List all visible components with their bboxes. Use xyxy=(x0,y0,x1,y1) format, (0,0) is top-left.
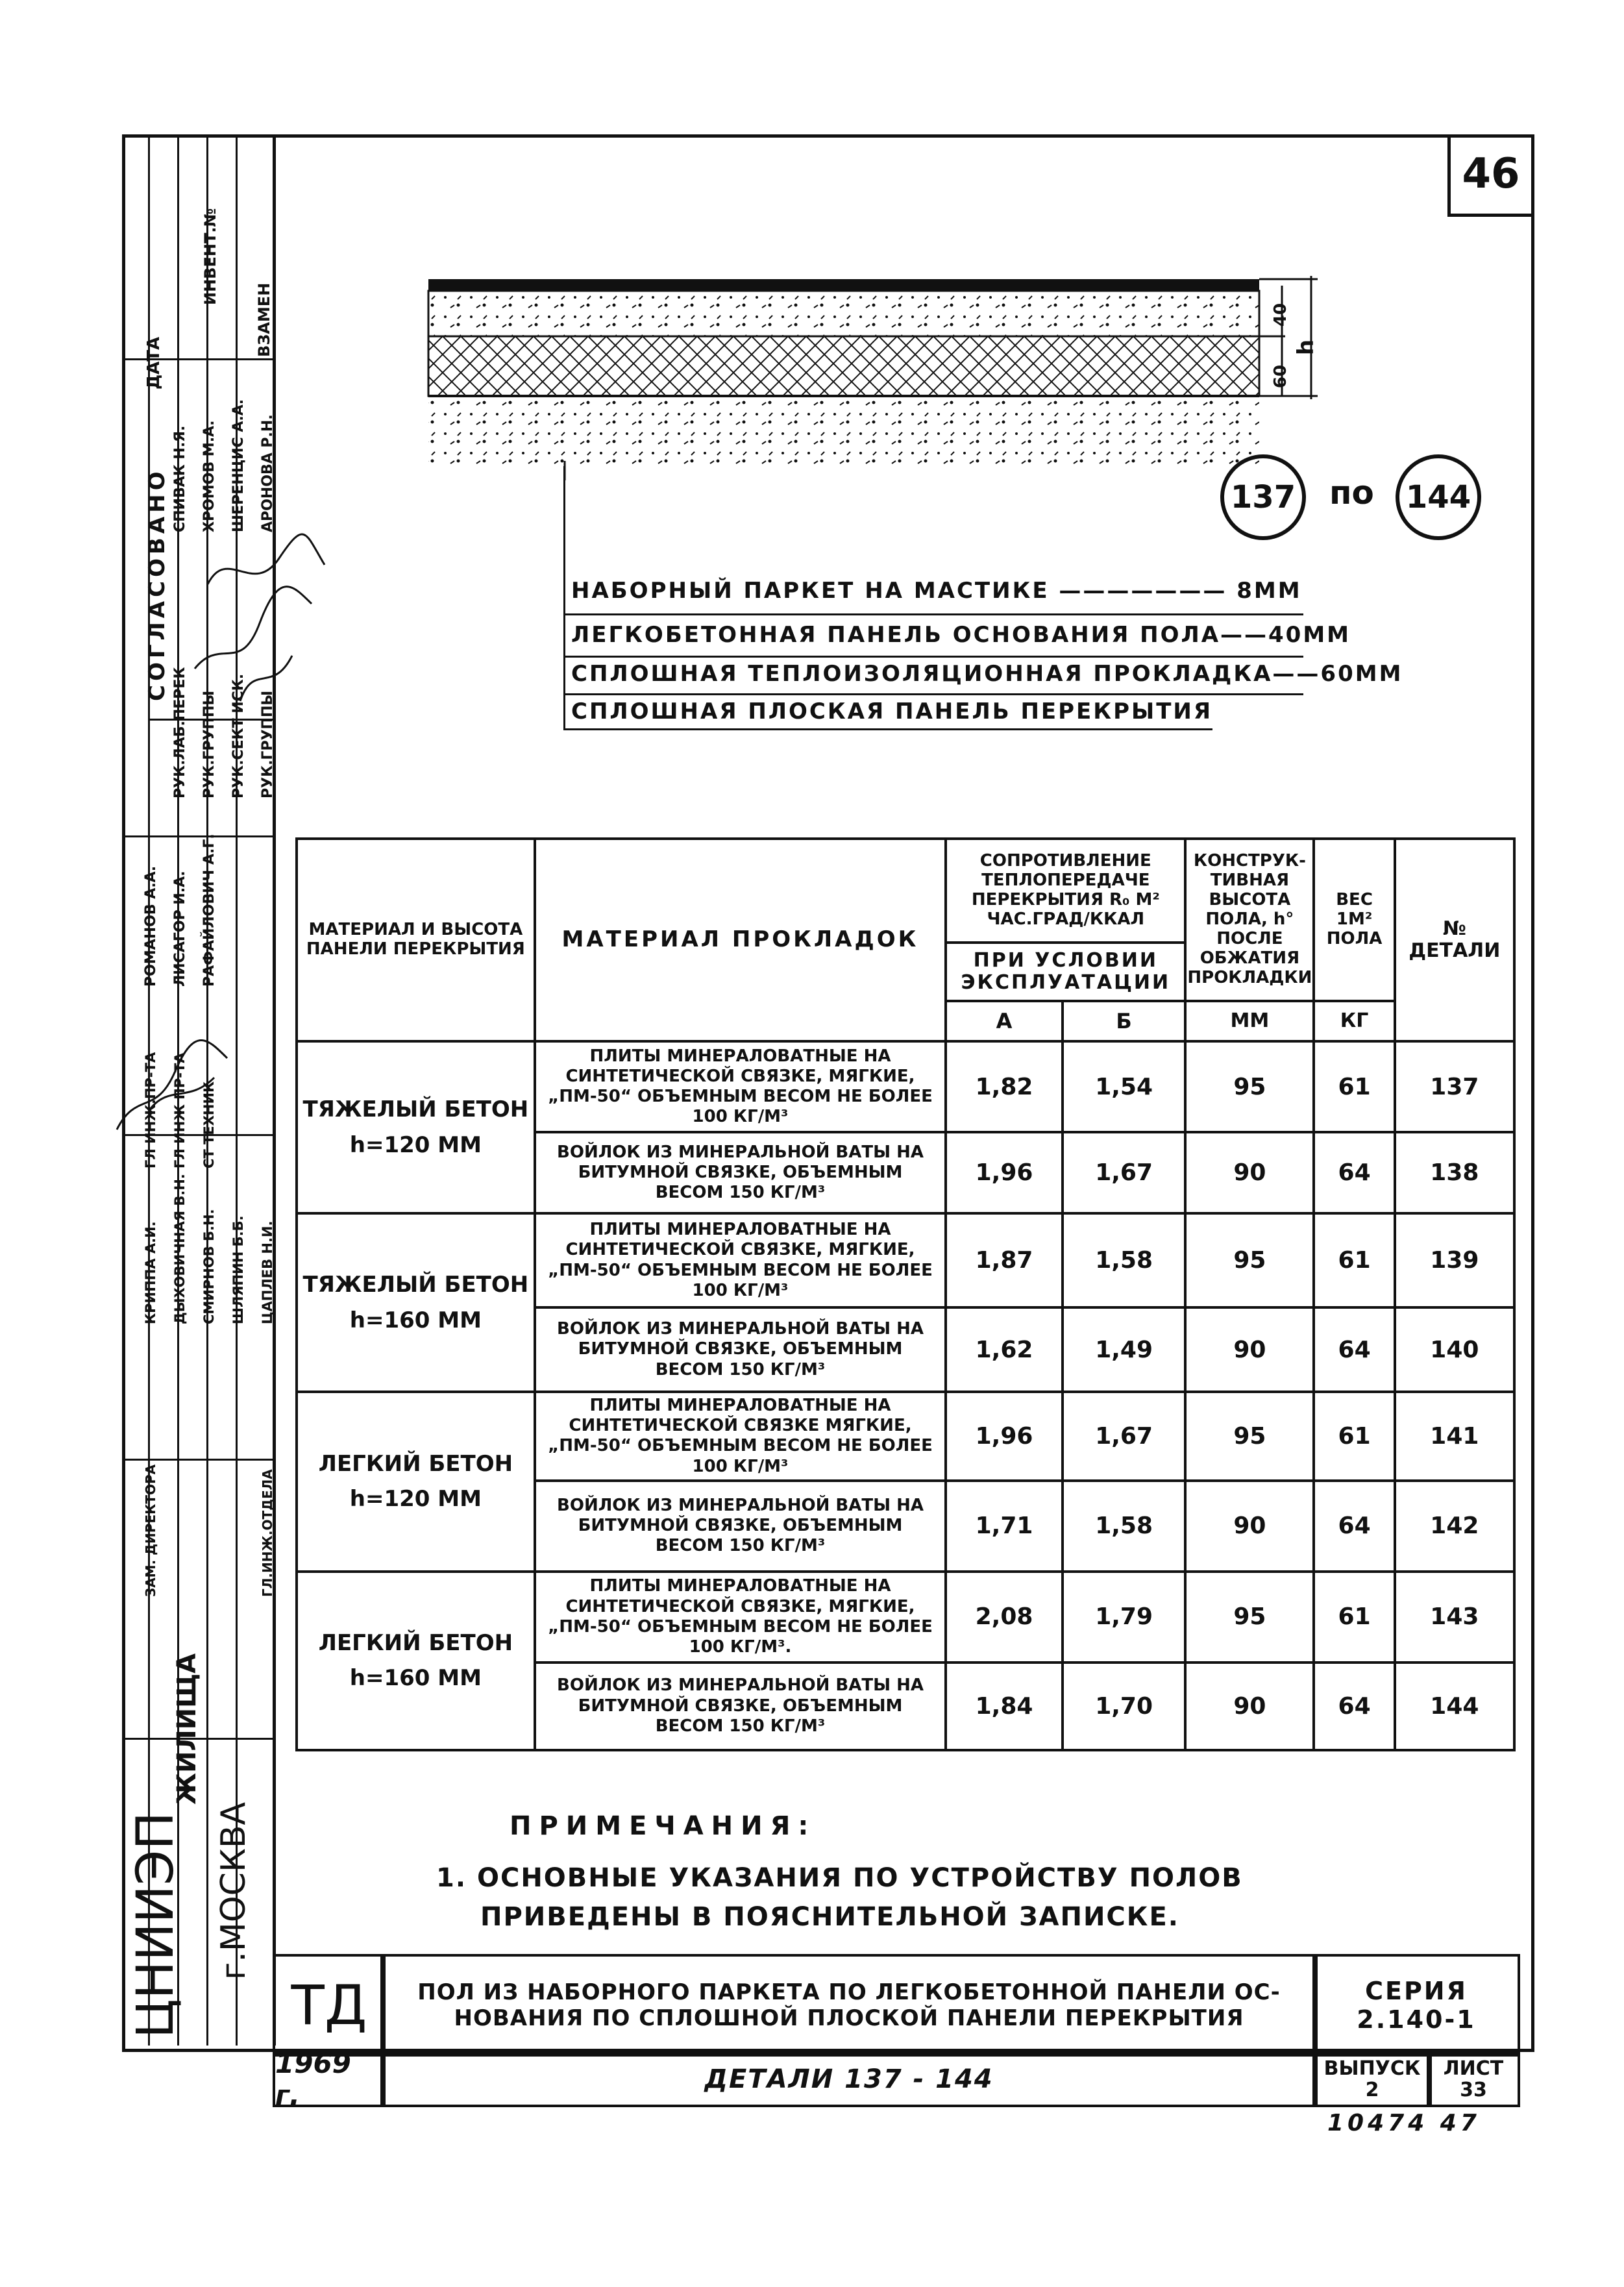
value-weight: 61 xyxy=(1314,1213,1394,1307)
title-line: НОВАНИЯ ПО СПЛОШНОЙ ПЛОСКОЙ ПАНЕЛИ ПЕРЕКРЫТИЯ xyxy=(454,2005,1244,2031)
group-cell xyxy=(297,1213,535,1392)
material-cell: ВОЙЛОК ИЗ МИНЕРАЛЬНОЙ ВАТЫ НА БИТУМНОЙ СВЯЗКЕ, ОБЪЕМНЫМ ВЕСОМ 150 КГ/М³ xyxy=(535,1132,946,1213)
sheet-label: ЛИСТ xyxy=(1443,2057,1504,2080)
stamp-role: РУК.ГРУППЫ xyxy=(260,690,276,798)
sheet-number: 46 xyxy=(1447,134,1531,217)
value-a: 1,96 xyxy=(946,1132,1063,1213)
header-col-b: Б xyxy=(1063,1001,1186,1041)
value-detail: 143 xyxy=(1395,1572,1514,1663)
table-row xyxy=(297,1572,1514,1663)
stamp-data-label: ДАТА xyxy=(144,336,164,389)
detail-range-po: по xyxy=(1329,474,1374,512)
material-cell: ПЛИТЫ МИНЕРАЛОВАТНЫЕ НА СИНТЕТИЧЕСКОЙ СВЯЗКЕ, МЯГКИЕ, „ПМ-50“ ОБЪЕМНЫМ ВЕСОМ НЕ БОЛЕЕ 100 КГ/М³ xyxy=(535,1041,946,1132)
header-resistance: СОПРОТИВЛЕНИЕ ТЕПЛОПЕРЕДАЧЕ ПЕРЕКРЫТИЯ R₀ М² ЧАС.ГРАД/ККАЛ xyxy=(946,839,1185,943)
stamp-invent-label: ИНВЕНТ.№ xyxy=(201,208,219,305)
value-b: 1,49 xyxy=(1063,1307,1186,1392)
stamp-engineer-role: ГЛ ИНЖ ПР-ТА xyxy=(172,1052,188,1168)
dim-40: 40 xyxy=(1271,303,1291,327)
material-cell: ПЛИТЫ МИНЕРАЛОВАТНЫЕ НА СИНТЕТИЧЕСКОЙ СВЯЗКЕ, МЯГКИЕ, „ПМ-50“ ОБЪЕМНЫМ ВЕСОМ НЕ БОЛЕЕ 100 КГ/М³ xyxy=(535,1213,946,1307)
value-b: 1,79 xyxy=(1063,1572,1186,1663)
header-height: КОНСТРУК-ТИВНАЯ ВЫСОТА ПОЛА, h° ПОСЛЕ ОБЖАТИЯ ПРОКЛАДКИ xyxy=(1185,839,1314,1001)
header-weight: ВЕС 1М² ПОЛА xyxy=(1314,839,1394,1001)
value-weight: 64 xyxy=(1314,1663,1394,1750)
layer-label: СПЛОШНАЯ ПЛОСКАЯ ПАНЕЛЬ ПЕРЕКРЫТИЯ xyxy=(571,698,1213,724)
value-a: 1,96 xyxy=(946,1392,1063,1481)
group-name: ЛЕГКИЙ БЕТОН xyxy=(318,1629,513,1656)
stamp-vzamen-label: ВЗАМЕН xyxy=(255,282,273,357)
value-detail: 139 xyxy=(1395,1213,1514,1307)
stamp-role: РУК.СЕКТ ИСК. xyxy=(230,673,247,798)
group-height: h=160 ММ xyxy=(349,1307,482,1333)
stamp-name: ХРОМОВ М.А. xyxy=(201,420,217,532)
title-year: 1969 г. xyxy=(273,2051,386,2107)
detail-circle-to: 144 xyxy=(1396,454,1481,540)
stamp-engineer-name: ШЛЯПИН Б.Б. xyxy=(230,1215,246,1324)
group-cell xyxy=(297,1392,535,1572)
stamp-engineer-name: ДЫХОВИЧНАЯ В.Н. xyxy=(172,1174,188,1324)
details-table xyxy=(295,837,1516,1751)
value-b: 1,67 xyxy=(1063,1132,1186,1213)
value-detail: 141 xyxy=(1395,1392,1514,1481)
value-weight: 64 xyxy=(1314,1307,1394,1392)
stamp-author: РАФАЙЛОВИЧ А.Г. xyxy=(201,834,217,987)
stamp-engineer-name: КРИППА А.И. xyxy=(143,1221,158,1324)
series-value: 2.140-1 xyxy=(1357,2005,1476,2034)
issue-value: 2 xyxy=(1365,2079,1379,2101)
stamp-name: ШЕРЕНЦИС А.А. xyxy=(230,399,247,532)
group-name: ТЯЖЕЛЫЙ БЕТОН xyxy=(302,1096,529,1123)
group-height: h=120 ММ xyxy=(349,1486,482,1513)
issue-label: ВЫПУСК xyxy=(1323,2057,1421,2080)
group-cell xyxy=(297,1041,535,1213)
header-col-a: А xyxy=(946,1001,1063,1041)
institute-sub: ЖИЛИЩА xyxy=(172,1653,202,1805)
material-cell: ВОЙЛОК ИЗ МИНЕРАЛЬНОЙ ВАТЫ НА БИТУМНОЙ СВЯЗКЕ, ОБЪЕМНЫМ ВЕСОМ 150 КГ/М³ xyxy=(535,1481,946,1572)
value-weight: 61 xyxy=(1314,1572,1394,1663)
stamp-director: ЗАМ. ДИРЕКТОРА xyxy=(143,1464,158,1597)
value-height: 95 xyxy=(1185,1392,1314,1481)
value-height: 95 xyxy=(1185,1213,1314,1307)
value-b: 1,67 xyxy=(1063,1392,1186,1481)
notes-line: 1. ОСНОВНЫЕ УКАЗАНИЯ ПО УСТРОЙСТВУ ПОЛОВ xyxy=(436,1863,1243,1893)
series-label: СЕРИЯ xyxy=(1365,1977,1468,2005)
signatures-drawing xyxy=(110,1013,240,1143)
value-weight: 64 xyxy=(1314,1132,1394,1213)
value-weight: 64 xyxy=(1314,1481,1394,1572)
stamp-soglasovano: СОГЛАСОВАНО xyxy=(144,467,170,701)
institute-city: г.МОСКВА xyxy=(214,1801,253,1980)
layer-label: СПЛОШНАЯ ТЕПЛОИЗОЛЯЦИОННАЯ ПРОКЛАДКА——60ММ xyxy=(571,661,1403,687)
value-b: 1,70 xyxy=(1063,1663,1186,1750)
title-text-block xyxy=(380,1954,1318,2057)
value-a: 1,82 xyxy=(946,1041,1063,1132)
value-a: 1,62 xyxy=(946,1307,1063,1392)
group-name: ТЯЖЕЛЫЙ БЕТОН xyxy=(302,1272,529,1298)
value-height: 90 xyxy=(1185,1663,1314,1750)
header-height-unit: ММ xyxy=(1185,1001,1314,1041)
stamp-role: РУК.ГРУППЫ xyxy=(201,690,217,798)
value-a: 1,71 xyxy=(946,1481,1063,1572)
issue-block xyxy=(1312,2051,1432,2107)
header-detail: № ДЕТАЛИ xyxy=(1395,839,1514,1041)
group-name: ЛЕГКИЙ БЕТОН xyxy=(318,1450,513,1477)
stamp-engineer-name: СМИРНОВ Б.Н. xyxy=(201,1209,217,1324)
stamp-author: ЛИСАГОР И.А. xyxy=(172,871,188,987)
title-line: ПОЛ ИЗ НАБОРНОГО ПАРКЕТА ПО ЛЕГКОБЕТОННОЙ ПАНЕЛИ ОС- xyxy=(417,1979,1281,2005)
value-detail: 142 xyxy=(1395,1481,1514,1572)
title-td: ТД xyxy=(273,1954,386,2057)
header-gasket-material: МАТЕРИАЛ ПРОКЛАДОК xyxy=(535,839,946,1041)
stamp-role: РУК.ЛАБ.ПЕРЕК xyxy=(172,667,188,798)
header-weight-unit: КГ xyxy=(1314,1001,1394,1041)
value-detail: 137 xyxy=(1395,1041,1514,1132)
value-a: 2,08 xyxy=(946,1572,1063,1663)
header-conditions: ПРИ УСЛОВИИ ЭКСПЛУАТАЦИИ xyxy=(946,943,1185,1001)
title-details: ДЕТАЛИ 137 - 144 xyxy=(380,2051,1318,2107)
value-b: 1,54 xyxy=(1063,1041,1186,1132)
value-height: 95 xyxy=(1185,1572,1314,1663)
sheet-value: 33 xyxy=(1460,2079,1487,2101)
value-height: 90 xyxy=(1185,1132,1314,1213)
group-cell xyxy=(297,1572,535,1750)
sheet-block xyxy=(1427,2051,1520,2107)
detail-circle-from: 137 xyxy=(1220,454,1306,540)
header-material-height: МАТЕРИАЛ И ВЫСОТА ПАНЕЛИ ПЕРЕКРЫТИЯ xyxy=(297,839,535,1041)
stamp-director: ГЛ.ИНЖ.ОТДЕЛА xyxy=(260,1469,275,1597)
floor-section-drawing xyxy=(415,273,1324,480)
value-weight: 61 xyxy=(1314,1392,1394,1481)
footer-numbers: 10474 47 xyxy=(1327,2110,1481,2136)
layer-label: НАБОРНЫЙ ПАРКЕТ НА МАСТИКЕ ——————— 8ММ xyxy=(571,578,1302,604)
material-cell: ПЛИТЫ МИНЕРАЛОВАТНЫЕ НА СИНТЕТИЧЕСКОЙ СВЯЗКЕ МЯГКИЕ, „ПМ-50“ ОБЪЕМНЫМ ВЕСОМ НЕ БОЛЕЕ 100 КГ/М³ xyxy=(535,1392,946,1481)
notes-heading: ПРИМЕЧАНИЯ: xyxy=(510,1811,817,1841)
institute-name: ЦНИИЭП xyxy=(127,1811,185,2038)
group-height: h=160 ММ xyxy=(349,1665,482,1692)
table-row xyxy=(297,1392,1514,1481)
value-detail: 140 xyxy=(1395,1307,1514,1392)
stamp-engineer-role: СТ ТЕХНИК xyxy=(201,1081,217,1168)
value-height: 95 xyxy=(1185,1041,1314,1132)
value-b: 1,58 xyxy=(1063,1213,1186,1307)
value-height: 90 xyxy=(1185,1307,1314,1392)
value-detail: 144 xyxy=(1395,1663,1514,1750)
layer-label: ЛЕГКОБЕТОННАЯ ПАНЕЛЬ ОСНОВАНИЯ ПОЛА——40ММ xyxy=(571,622,1351,648)
table-row xyxy=(297,1213,1514,1307)
dim-h: h xyxy=(1293,339,1320,356)
stamp-engineer-name: ЦАПЛЕВ Н.И. xyxy=(260,1220,275,1324)
material-cell: ВОЙЛОК ИЗ МИНЕРАЛЬНОЙ ВАТЫ НА БИТУМНОЙ СВЯЗКЕ, ОБЪЕМНЫМ ВЕСОМ 150 КГ/М³ xyxy=(535,1663,946,1750)
value-a: 1,87 xyxy=(946,1213,1063,1307)
stamp-engineer-role: ГЛ ИНЖ.ПР-ТА xyxy=(143,1052,158,1168)
value-b: 1,58 xyxy=(1063,1481,1186,1572)
value-detail: 138 xyxy=(1395,1132,1514,1213)
notes-line: ПРИВЕДЕНЫ В ПОЯСНИТЕЛЬНОЙ ЗАПИСКЕ. xyxy=(480,1902,1179,1932)
value-a: 1,84 xyxy=(946,1663,1063,1750)
table-row xyxy=(297,1041,1514,1132)
signatures-drawing xyxy=(182,506,331,714)
stamp-name: АРОНОВА Р.Н. xyxy=(260,414,276,532)
material-cell: ПЛИТЫ МИНЕРАЛОВАТНЫЕ НА СИНТЕТИЧЕСКОЙ СВЯЗКЕ, МЯГКИЕ, „ПМ-50“ ОБЪЕМНЫМ ВЕСОМ НЕ БОЛЕЕ 100 КГ/М³. xyxy=(535,1572,946,1663)
stamp-name: СПИВАК Н.Я. xyxy=(172,425,188,532)
series-block xyxy=(1312,1954,1520,2057)
group-height: h=120 ММ xyxy=(349,1131,482,1158)
leader-line xyxy=(563,466,565,728)
material-cell: ВОЙЛОК ИЗ МИНЕРАЛЬНОЙ ВАТЫ НА БИТУМНОЙ СВЯЗКЕ, ОБЪЕМНЫМ ВЕСОМ 150 КГ/М³ xyxy=(535,1307,946,1392)
value-height: 90 xyxy=(1185,1481,1314,1572)
value-weight: 61 xyxy=(1314,1041,1394,1132)
stamp-author: РОМАНОВ А.А. xyxy=(143,865,159,987)
dim-60: 60 xyxy=(1271,364,1291,389)
